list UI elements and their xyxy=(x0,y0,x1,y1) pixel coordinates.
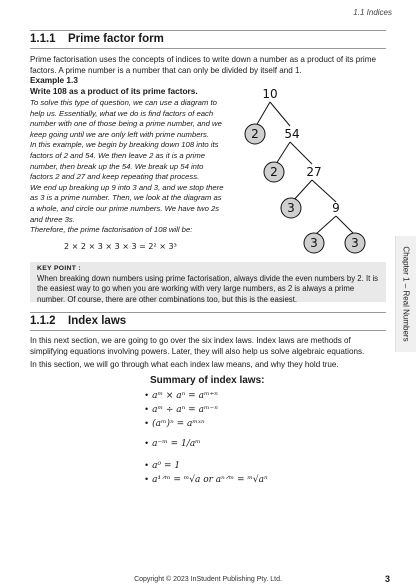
tree-node: 9 xyxy=(332,201,340,215)
copyright-footer: Copyright © 2023 InStudent Publishing Pty. Ltd. xyxy=(134,576,282,583)
running-header: 1.1 Indices xyxy=(353,8,392,17)
chapter-side-tab[interactable] xyxy=(395,236,416,352)
example-question: Write 108 as a product of its prime factors. xyxy=(30,86,198,96)
index-law-item xyxy=(145,474,268,485)
index-law-item xyxy=(145,390,218,401)
law-text: aᵐ × aⁿ = aᵐ⁺ⁿ xyxy=(152,391,218,401)
section-title: Prime factor form xyxy=(68,33,164,45)
law-text: a¹ᐟᵐ = ᵐ√a or aⁿᐟᵐ = ᵐ√aⁿ xyxy=(152,475,268,485)
index-law-item xyxy=(145,438,201,449)
section-rule-bottom xyxy=(30,48,386,49)
bullet: • xyxy=(145,404,149,414)
chapter-tab-label: Chapter 1 – Real Numbers xyxy=(401,246,411,342)
example-label: Example 1.3 xyxy=(30,75,78,85)
key-point-text: When breaking down numbers using prime factorisation, always divide the even numbers by 2. It is the easiest way to go when you are working with very large numbers, as 2 is always a prime number. Of course, there are other combinations too, but this is the easiest. xyxy=(37,274,379,304)
tree-node-prime: 3 xyxy=(287,201,295,215)
section-number: 1.1.2 xyxy=(30,315,56,327)
law-text: (aᵐ)ⁿ = aᵐˣⁿ xyxy=(152,419,205,429)
section-heading-prime-factor xyxy=(30,33,164,45)
section-title: Index laws xyxy=(68,315,127,327)
bullet: • xyxy=(145,418,149,428)
explanation-paragraph: Therefore, the prime factorisation of 108 will be: xyxy=(30,225,193,235)
explanation-paragraph: To solve this type of question, we can use a diagram to help us. Essentially, what we do is find factors of each number with one of those being a prime number, and we keep going until we are only left with prime numbers. xyxy=(30,98,222,139)
tree-node: 54 xyxy=(284,127,300,141)
tree-node-root: 10 xyxy=(262,87,278,101)
section-heading-index-laws xyxy=(30,315,126,327)
summary-title: Summary of index laws: xyxy=(150,375,265,386)
tree-node-prime: 2 xyxy=(270,165,278,179)
law-text: aᵐ ÷ aⁿ = aᵐ⁻ⁿ xyxy=(152,405,218,415)
law-text: a⁻ᵐ = 1/aᵐ xyxy=(152,439,201,449)
intro-paragraph: Prime factorisation uses the concepts of indices to write down a number as a product of its prime factors. A prime number is a number that can only be divided by itself and 1. xyxy=(30,55,376,75)
tree-node: 27 xyxy=(306,165,322,179)
index-law-item xyxy=(145,460,180,471)
index-law-item xyxy=(145,404,218,415)
explanation-paragraph: In this example, we begin by breaking down 108 into its factors of 2 and 54. We then leave 2 as it is a prime number, then break up the 54. We break up 54 into factors 2 and 27 and keep repeating that process. xyxy=(30,140,219,182)
tree-node-prime: 3 xyxy=(310,236,318,250)
bullet: • xyxy=(145,390,149,400)
index-laws-paragraph-2: In this section, we will go through what each index law means, and why they hold true. xyxy=(30,360,339,369)
index-law-item xyxy=(145,418,205,429)
page-number: 3 xyxy=(384,574,390,584)
example-explanation xyxy=(30,98,225,236)
tree-node-prime: 3 xyxy=(351,236,359,250)
section-rule-top xyxy=(30,312,386,313)
key-point-title: KEY POINT : xyxy=(37,265,81,272)
factor-tree-diagram xyxy=(228,84,378,256)
section-rule-top xyxy=(30,30,386,31)
bullet: • xyxy=(145,438,149,448)
index-laws-paragraph: In this next section, we are going to go over the six index laws. Index laws are methods of simplifying equations involving powers. Later, they will also help us solve algebraic equations. xyxy=(30,336,365,356)
factorisation-result: 2 × 2 × 3 × 3 × 3 = 2² × 3³ xyxy=(64,242,177,251)
bullet: • xyxy=(145,460,149,470)
tree-node-prime: 2 xyxy=(251,127,259,141)
bullet: • xyxy=(145,474,149,484)
law-text: a⁰ = 1 xyxy=(152,461,181,471)
explanation-paragraph: We end up breaking up 9 into 3 and 3, and we stop there as 3 is a prime number. Then, we look at the diagram as a whole, and circle our prime numbers. We have two 2s and three 3s. xyxy=(30,182,224,224)
section-rule-bottom xyxy=(30,330,386,331)
section-number: 1.1.1 xyxy=(30,33,56,45)
